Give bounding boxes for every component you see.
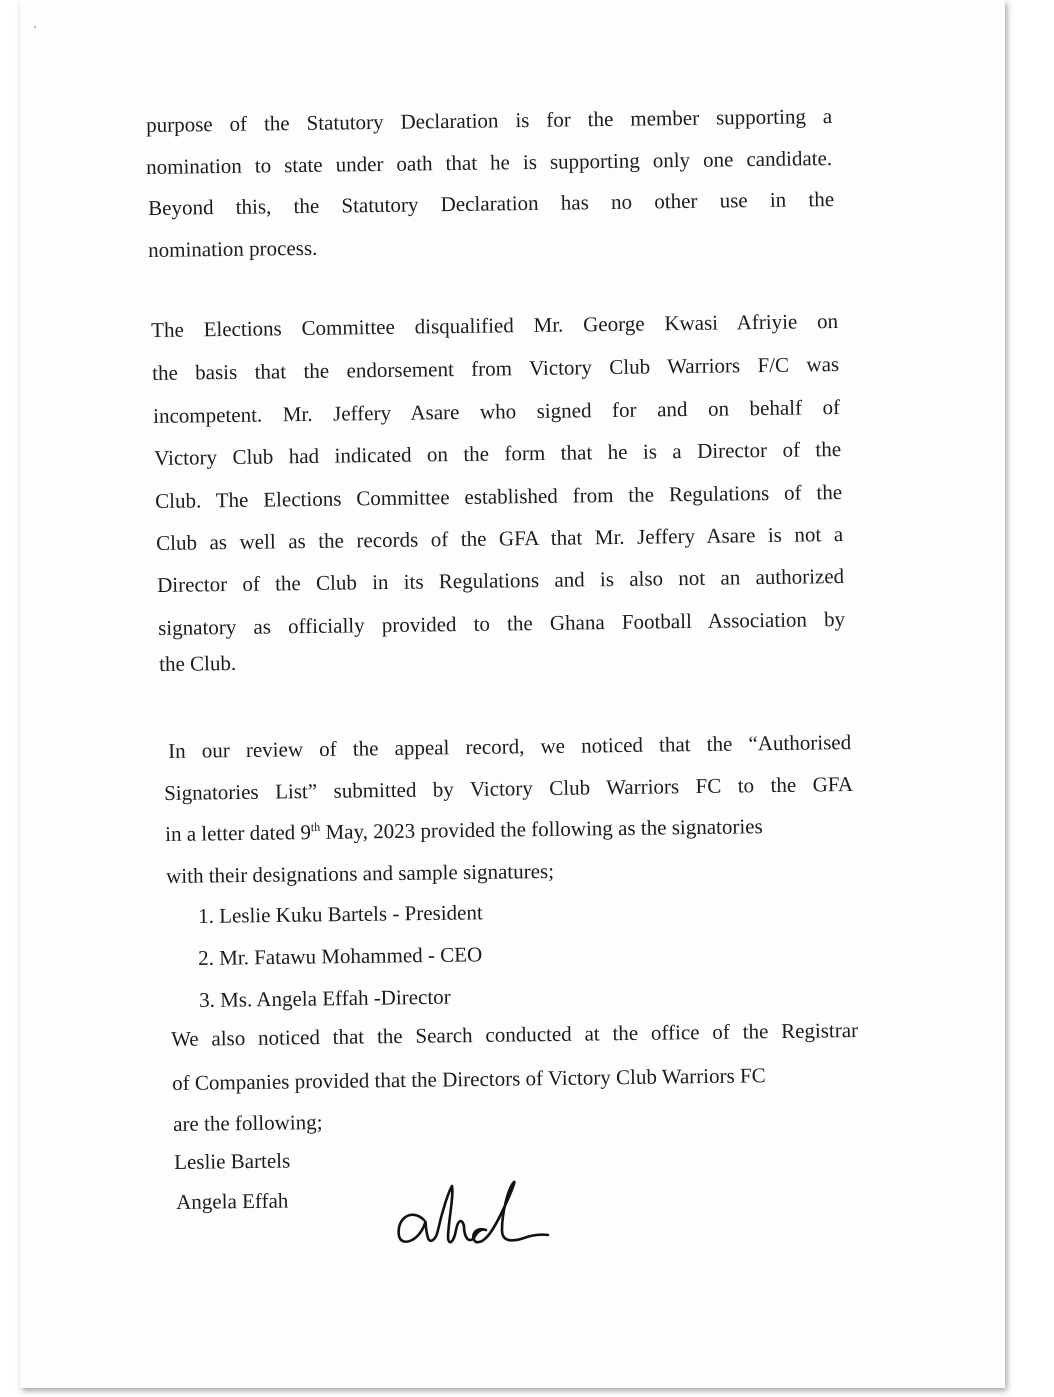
paragraph-1-line-1: purpose of the Statutory Declaration is for the member supporting a: [146, 104, 833, 137]
paragraph-1-line-3: Beyond this, the Statutory Declaration has no other use in the: [148, 187, 835, 220]
paragraph-3-line-1: In our review of the appeal record, we noticed that the “Authorised: [168, 730, 852, 763]
paragraph-4-line-2: of Companies provided that the Directors of Victory Club Warriors FC: [172, 1063, 766, 1095]
paragraph-3-line-4: with their designations and sample signatures;: [166, 858, 555, 888]
paragraph-2-line-6: Club as well as the records of the GFA that Mr. Jeffery Asare is not a: [156, 522, 844, 555]
paragraph-1-line-2: nomination to state under oath that he is supporting only one candidate.: [146, 146, 833, 179]
scan-speck: [34, 26, 36, 28]
paragraph-2-line-4: Victory Club had indicated on the form that he is a Director of the: [154, 437, 842, 470]
paragraph-3-line-3: [165, 814, 763, 846]
paragraph-3-line-3-start: in a letter dated 9: [165, 820, 312, 846]
handwritten-initials-signature: [390, 1168, 560, 1258]
director-name-2: Angela Effah: [176, 1188, 289, 1214]
date-ordinal-suffix: th: [310, 819, 321, 835]
paragraph-2-line-1: The Elections Committee disqualified Mr. George Kwasi Afriyie on: [151, 309, 839, 342]
signatory-item-1: 1. Leslie Kuku Bartels - President: [198, 900, 483, 928]
paragraph-3-line-3-end: May, 2023 provided the following as the signatories: [320, 814, 763, 844]
paragraph-2-line-2: the basis that the endorsement from Victory Club Warriors F/C was: [152, 352, 840, 385]
paragraph-1-line-4: nomination process.: [148, 235, 318, 262]
paragraph-4-line-3: are the following;: [173, 1110, 323, 1136]
paragraph-4-line-1: We also noticed that the Search conducted at the office of the Registrar: [171, 1018, 859, 1051]
paragraph-2-line-9: the Club.: [159, 650, 237, 676]
paragraph-2-line-8: signatory as officially provided to the Ghana Football Association by: [158, 607, 846, 640]
signatory-item-2: 2. Mr. Fatawu Mohammed - CEO: [198, 942, 483, 970]
paragraph-2-line-3: incompetent. Mr. Jeffery Asare who signed for and on behalf of: [153, 395, 841, 428]
director-name-1: Leslie Bartels: [174, 1148, 291, 1174]
paragraph-3-line-2: Signatories List” submitted by Victory Club Warriors FC to the GFA: [164, 771, 854, 805]
paragraph-2-line-5: Club. The Elections Committee established from the Regulations of the: [155, 480, 843, 513]
document-page: [20, 0, 1005, 1388]
signatory-item-3: 3. Ms. Angela Effah -Director: [199, 984, 451, 1012]
paragraph-2-line-7: Director of the Club in its Regulations and is also not an authorized: [157, 564, 845, 597]
